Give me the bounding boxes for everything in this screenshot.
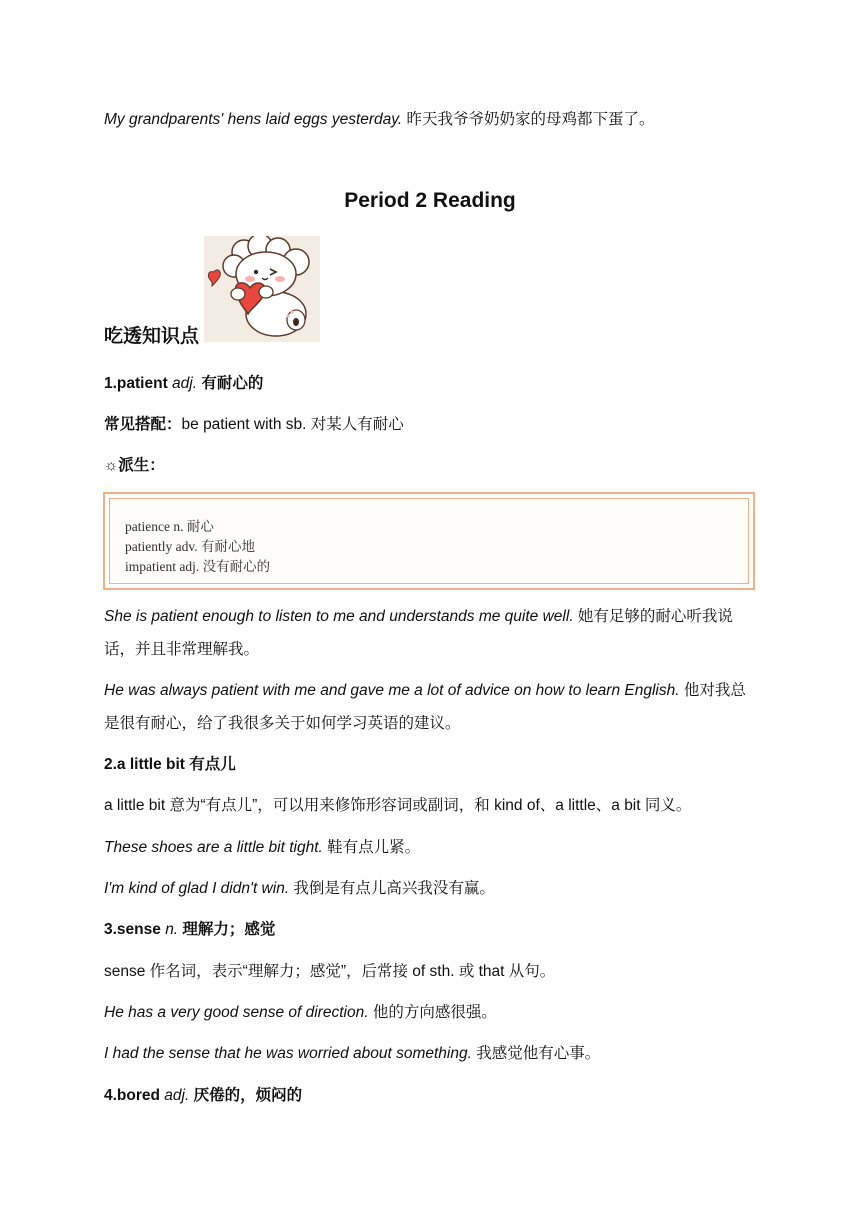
item-3-pos: n.: [165, 921, 179, 938]
example-chinese: 他的方向感很强。: [368, 1004, 497, 1021]
mascot-illustration: [204, 236, 320, 342]
derivation-label: ☼派生：: [104, 457, 165, 474]
example-english: My grandparents' hens laid eggs yesterday.: [104, 111, 403, 128]
example-chinese: 她有足够的耐心听我说话，并且非常理解我。: [104, 608, 733, 658]
item-3-explanation: sense 作名词，表示“理解力；感觉”，后常接 of sth. 或 that 从句。: [104, 963, 556, 980]
item-4-meaning: 厌倦的，烦闷的: [189, 1087, 303, 1104]
item-2-example-1: [104, 831, 756, 864]
item-3-example-1: [104, 996, 756, 1029]
item-2-example-2: [104, 872, 756, 905]
top-example-sentence: [104, 103, 756, 136]
example-chinese: 昨天我爷爷奶奶家的母鸡都下蛋了。: [402, 111, 655, 128]
item-1-pos: adj.: [172, 375, 198, 392]
period-title: Period 2 Reading: [344, 189, 516, 212]
derivative-item: patience n. 耐心: [125, 519, 214, 534]
example-english: He has a very good sense of direction.: [104, 1004, 369, 1021]
item-3-example-2: [104, 1037, 756, 1070]
collocation-text: be patient with sb. 对某人有耐心: [181, 416, 404, 433]
section-heading: 吃透知识点: [104, 326, 200, 347]
item-3-word: 3.sense: [104, 921, 166, 938]
item-3-heading: [104, 913, 756, 946]
derivatives-box: [103, 492, 755, 590]
derivative-item: impatient adj. 没有耐心的: [125, 559, 271, 574]
item-1-collocation: [104, 408, 756, 441]
example-english: I'm kind of glad I didn't win.: [104, 880, 290, 897]
example-english: These shoes are a little bit tight.: [104, 839, 323, 856]
derivative-item: patiently adv. 有耐心地: [125, 539, 255, 554]
item-1-meaning: 有耐心的: [197, 375, 264, 392]
item-1-example-2: [104, 674, 756, 740]
example-chinese: 他对我总是很有耐心，给了我很多关于如何学习英语的建议。: [104, 682, 746, 732]
item-3-meaning: 理解力；感觉: [178, 921, 276, 938]
collocation-label: 常见搭配：: [104, 416, 182, 433]
item-1-example-1: [104, 600, 756, 666]
puppy-holding-heart-icon: [204, 236, 320, 342]
derivatives-list: [125, 517, 270, 577]
item-4-heading: [104, 1079, 756, 1112]
example-chinese: 我感觉他有心事。: [471, 1045, 601, 1062]
item-4-word: 4.bored: [104, 1087, 165, 1104]
item-2-heading: 2.a little bit 有点儿: [104, 756, 236, 773]
item-1-word: 1.patient: [104, 375, 173, 392]
item-1-heading: [104, 367, 756, 400]
example-english: He was always patient with me and gave me a lot of advice on how to learn English.: [104, 682, 680, 699]
item-4-pos: adj.: [164, 1087, 190, 1104]
example-english: She is patient enough to listen to me and understands me quite well.: [104, 608, 574, 625]
example-english: I had the sense that he was worried about something.: [104, 1045, 472, 1062]
example-chinese: 鞋有点儿紧。: [322, 839, 421, 856]
example-chinese: 我倒是有点儿高兴我没有赢。: [289, 880, 495, 897]
item-2-explanation: a little bit 意为“有点儿”，可以用来修饰形容词或副词，和 kind of、a little、a bit 同义。: [104, 797, 692, 814]
